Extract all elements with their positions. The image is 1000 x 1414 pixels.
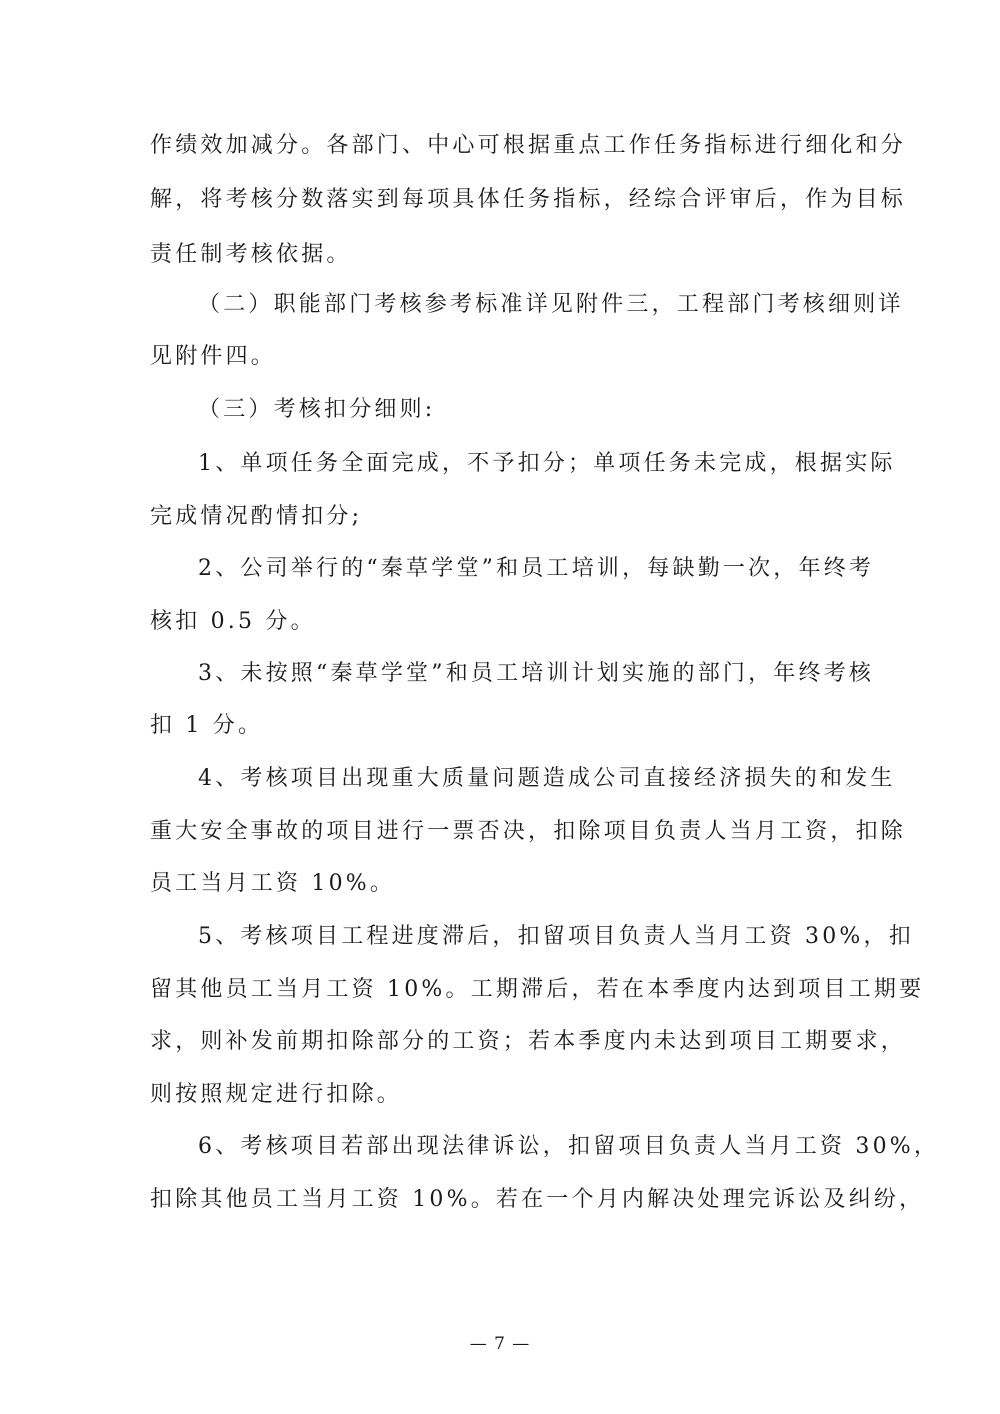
page-number: — 7 — <box>469 1334 531 1354</box>
body-text-line: 员工当月工资 10%。 <box>150 871 396 896</box>
body-text-line: 责任制考核依据。 <box>150 242 352 267</box>
body-text-line: 扣除其他员工当月工资 10%。若在一个月内解决处理完诉讼及纠纷， <box>150 1187 925 1212</box>
body-text-line: 见附件四。 <box>150 344 277 369</box>
body-text-line: 则按照规定进行扣除。 <box>150 1082 403 1107</box>
body-text-line: 留其他员工当月工资 10%。工期滞后，若在本季度内达到项目工期要 <box>150 977 925 1002</box>
body-text-line: 求，则补发前期扣除部分的工资；若本季度内未达到项目工期要求， <box>150 1029 907 1054</box>
section-heading-2: （二）职能部门考核参考标准详见附件三，工程部门考核细则详 <box>198 292 904 317</box>
body-text-line: 解，将考核分数落实到每项具体任务指标，经综合评审后，作为目标 <box>150 187 907 212</box>
list-item-3: 3、未按照“秦草学堂”和员工培训计划实施的部门，年终考核 <box>198 661 875 686</box>
body-text-line: 扣 1 分。 <box>150 713 264 738</box>
list-item-1: 1、单项任务全面完成，不予扣分；单项任务未完成，根据实际 <box>198 451 896 476</box>
body-text-line: 作绩效加减分。各部门、中心可根据重点工作任务指标进行细化和分 <box>150 133 907 158</box>
body-text-line: 核扣 0.5 分。 <box>150 609 316 634</box>
list-item-2: 2、公司举行的“秦草学堂”和员工培训，每缺勤一次，年终考 <box>198 556 875 581</box>
body-text-line: 重大安全事故的项目进行一票否决，扣除项目负责人当月工资，扣除 <box>150 819 907 844</box>
section-heading-3: （三）考核扣分细则: <box>198 397 436 422</box>
body-text-line: 完成情况酌情扣分; <box>150 504 363 529</box>
list-item-5: 5、考核项目工程进度滞后，扣留项目负责人当月工资 30%，扣 <box>198 924 914 949</box>
list-item-4: 4、考核项目出现重大质量问题造成公司直接经济损失的和发生 <box>198 766 896 791</box>
list-item-6: 6、考核项目若部出现法律诉讼，扣留项目负责人当月工资 30%， <box>198 1134 940 1159</box>
